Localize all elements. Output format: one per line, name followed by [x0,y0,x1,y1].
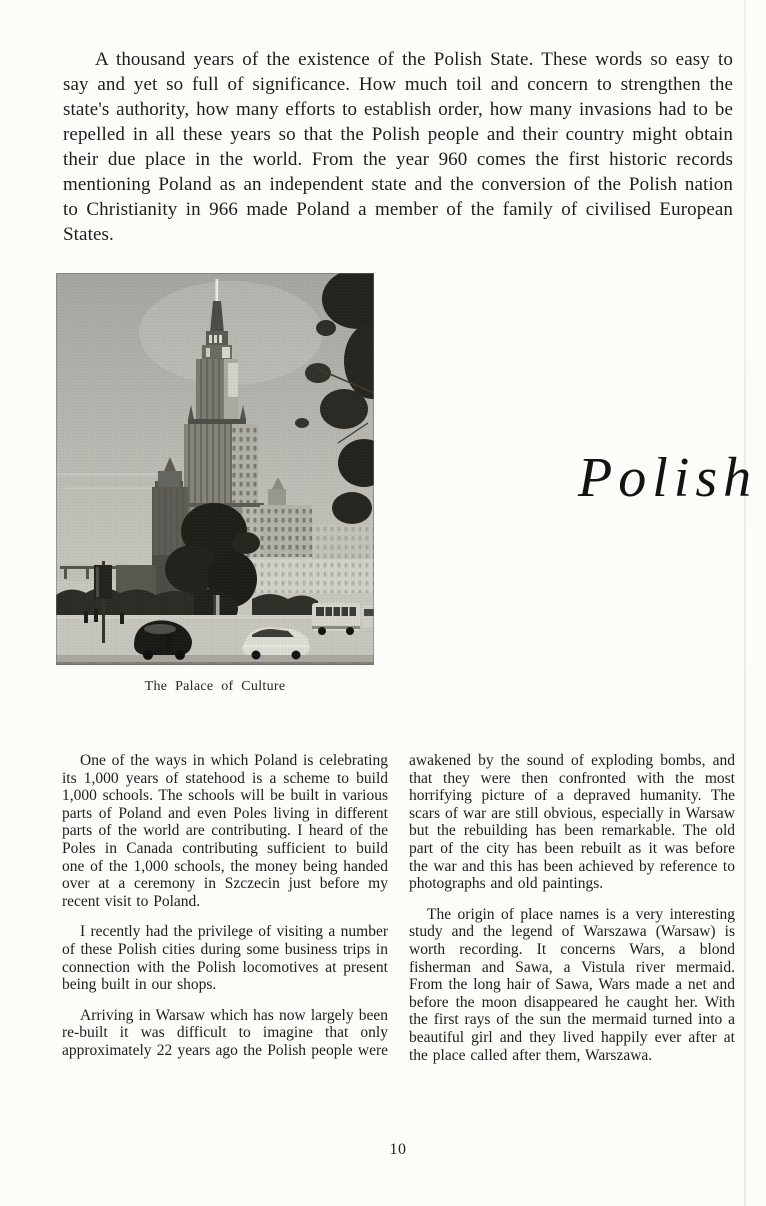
intro-paragraph: A thousand years of the existence of the Polish State. These words so easy to say and yet so full of significance. How much toil and concern to strengthen the state's authority, how many efforts to establish order, how many invasions had to be repelled in all these years so that the Polish people and their country might obtain their due place in the world. From the year 960 comes the first historic records mentioning Poland as an independent state and the conversion of the Polish nation to Christianity in 966 made Poland a member of the family of civilised European States. [63,49,733,245]
paragraph-schools: One of the ways in which Poland is celebrating its 1,000 years of statehood is a scheme to build 1,000 schools. The schools will be built in various parts of Poland and even Poles living in different parts of the world are contributing. I heard of the Poles in Canada contributing sufficient to build one of the 1,000 schools, the money being handed over at a ceremony in Szczecin just before my recent visit to Poland. [62,752,388,910]
scan-edge-shadow [744,0,746,1206]
paragraph-visits: I recently had the privilege of visiting a number of these Polish cities during some business trips in connection with the Polish locomotives at present being built in our shops. [62,923,388,994]
page-number: 10 [389,1141,407,1158]
left-column [62,752,388,1073]
palace-of-culture-photo [56,273,374,665]
paragraph-war-scars: awakened by the sound of exploding bombs, and that they were then confronted with the most horrifying picture of a depraved humanity. The scars of war are still obvious, especially in Warsaw but the rebuilding has been remarkable. The old part of the city has been rebuilt as it was before the war and this has been achieved by reference to photographs and old paintings. [409,752,735,893]
photo-caption: The Palace of Culture [144,679,286,694]
photo-figure [56,273,374,665]
paragraph-legend: The origin of place names is a very interesting study and the legend of Warszawa (Warsaw) is worth recording. It concerns Wars, a blond fisherman and Sawa, a Vistula river mermaid. From the long hair of Sawa, Wars made a net and before the moon disappeared he caught her. With the first rays of the sun the mermaid turned into a beautiful girl and they lived happily ever after at the place called after them, Warszawa. [409,905,735,1064]
article-title: Polish [578,447,758,509]
right-column [409,752,735,1077]
paragraph-warsaw-arrival: Arriving in Warsaw which has now largely been re-built it was difficult to imagine that only approximately 22 years ago the Polish people were [62,1006,388,1059]
